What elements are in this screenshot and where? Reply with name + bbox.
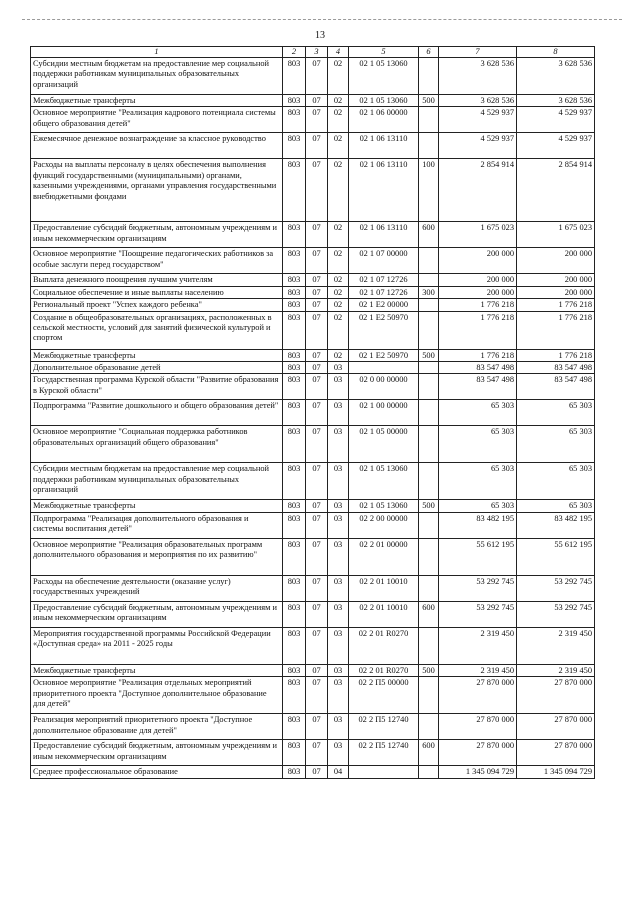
cell-expense-type: [419, 274, 439, 286]
cell-name: Субсидии местным бюджетам на предоставление мер социальной поддержки работникам муниципальных образовательных организаций: [31, 463, 283, 500]
cell-target-article: 02 2 01 10010: [349, 601, 419, 627]
cell-expense-type: 600: [419, 222, 439, 248]
cell-amount-2: 83 482 195: [517, 512, 595, 538]
table-row: [31, 374, 595, 400]
cell-grbs: 803: [283, 299, 306, 311]
cell-name: Основное мероприятие "Социальная поддержка работников образовательных организаций общего образования": [31, 426, 283, 463]
cell-grbs: 803: [283, 740, 306, 766]
cell-section: 07: [306, 627, 328, 664]
cell-target-article: 02 1 06 13110: [349, 222, 419, 248]
cell-grbs: 803: [283, 286, 306, 298]
cell-subsection: 02: [328, 299, 349, 311]
cell-subsection: 02: [328, 159, 349, 222]
cell-grbs: 803: [283, 349, 306, 361]
table-row: [31, 601, 595, 627]
cell-amount-2: 2 854 914: [517, 159, 595, 222]
cell-section: 07: [306, 740, 328, 766]
cell-subsection: 02: [328, 107, 349, 133]
cell-amount-2: 27 870 000: [517, 677, 595, 714]
cell-section: 07: [306, 107, 328, 133]
cell-grbs: 803: [283, 463, 306, 500]
cell-section: 07: [306, 248, 328, 274]
cell-section: 07: [306, 766, 328, 778]
cell-target-article: 02 1 E2 50970: [349, 349, 419, 361]
cell-amount-1: 2 319 450: [439, 627, 517, 664]
cell-amount-1: 4 529 937: [439, 107, 517, 133]
cell-amount-1: 83 547 498: [439, 374, 517, 400]
cell-amount-2: 1 345 094 729: [517, 766, 595, 778]
cell-target-article: 02 1 05 13060: [349, 500, 419, 512]
cell-section: 07: [306, 400, 328, 426]
cell-amount-2: 2 319 450: [517, 664, 595, 676]
cell-amount-1: 65 303: [439, 426, 517, 463]
table-row: [31, 286, 595, 298]
table-row: [31, 133, 595, 159]
cell-target-article: 02 1 E2 00000: [349, 299, 419, 311]
cell-amount-2: 200 000: [517, 248, 595, 274]
cell-subsection: 03: [328, 400, 349, 426]
cell-amount-2: 200 000: [517, 286, 595, 298]
cell-subsection: 02: [328, 133, 349, 159]
table-row: [31, 159, 595, 222]
cell-amount-2: 27 870 000: [517, 740, 595, 766]
header-col-8: 8: [517, 47, 595, 58]
cell-expense-type: 500: [419, 95, 439, 107]
cell-section: 07: [306, 512, 328, 538]
cell-section: 07: [306, 575, 328, 601]
cell-grbs: 803: [283, 538, 306, 575]
top-rule: [22, 19, 622, 20]
cell-grbs: 803: [283, 714, 306, 740]
cell-subsection: 03: [328, 677, 349, 714]
cell-name: Межбюджетные трансферты: [31, 500, 283, 512]
cell-expense-type: 600: [419, 601, 439, 627]
cell-amount-1: 83 547 498: [439, 362, 517, 374]
table-row: [31, 664, 595, 676]
cell-grbs: 803: [283, 133, 306, 159]
cell-amount-2: 1 776 218: [517, 349, 595, 361]
cell-expense-type: 500: [419, 664, 439, 676]
table-row: [31, 58, 595, 95]
cell-amount-2: 65 303: [517, 500, 595, 512]
cell-section: 07: [306, 463, 328, 500]
cell-expense-type: [419, 575, 439, 601]
cell-target-article: 02 2 00 00000: [349, 512, 419, 538]
table-header-row: [31, 47, 595, 58]
cell-target-article: 02 1 05 13060: [349, 463, 419, 500]
cell-grbs: 803: [283, 222, 306, 248]
cell-amount-1: 55 612 195: [439, 538, 517, 575]
cell-amount-1: 3 628 536: [439, 58, 517, 95]
cell-subsection: 02: [328, 311, 349, 349]
cell-grbs: 803: [283, 95, 306, 107]
cell-grbs: 803: [283, 512, 306, 538]
cell-amount-1: 2 854 914: [439, 159, 517, 222]
cell-section: 07: [306, 362, 328, 374]
cell-target-article: 02 1 05 13060: [349, 58, 419, 95]
cell-amount-2: 4 529 937: [517, 107, 595, 133]
cell-target-article: [349, 362, 419, 374]
table-row: [31, 248, 595, 274]
cell-amount-1: 4 529 937: [439, 133, 517, 159]
table-row: [31, 222, 595, 248]
cell-subsection: 03: [328, 664, 349, 676]
cell-name: Основное мероприятие "Реализация образовательных программ дополнительного образования и мероприятия по их развитию": [31, 538, 283, 575]
cell-grbs: 803: [283, 766, 306, 778]
cell-subsection: 03: [328, 714, 349, 740]
cell-name: Мероприятия государственной программы Российской Федерации «Доступная среда» на 2011 - 2025 годы: [31, 627, 283, 664]
cell-target-article: 02 1 06 00000: [349, 107, 419, 133]
cell-section: 07: [306, 133, 328, 159]
cell-amount-1: 1 345 094 729: [439, 766, 517, 778]
cell-subsection: 02: [328, 286, 349, 298]
cell-name: Межбюджетные трансферты: [31, 664, 283, 676]
cell-subsection: 03: [328, 627, 349, 664]
cell-target-article: 02 1 05 00000: [349, 426, 419, 463]
cell-grbs: 803: [283, 248, 306, 274]
cell-grbs: 803: [283, 500, 306, 512]
cell-expense-type: [419, 374, 439, 400]
header-col-4: 4: [328, 47, 349, 58]
cell-target-article: 02 2 П5 12740: [349, 714, 419, 740]
cell-amount-2: 2 319 450: [517, 627, 595, 664]
table-body: [31, 58, 595, 779]
cell-amount-1: 1 776 218: [439, 311, 517, 349]
cell-amount-2: 55 612 195: [517, 538, 595, 575]
cell-subsection: 02: [328, 222, 349, 248]
cell-amount-2: 65 303: [517, 463, 595, 500]
budget-table: [30, 46, 595, 779]
cell-amount-1: 27 870 000: [439, 740, 517, 766]
cell-amount-1: 200 000: [439, 286, 517, 298]
cell-name: Основное мероприятие "Реализация кадрового потенциала системы общего образования детей": [31, 107, 283, 133]
cell-amount-1: 200 000: [439, 274, 517, 286]
cell-expense-type: [419, 627, 439, 664]
cell-expense-type: [419, 463, 439, 500]
cell-section: 07: [306, 664, 328, 676]
cell-expense-type: [419, 107, 439, 133]
cell-section: 07: [306, 286, 328, 298]
table-row: [31, 575, 595, 601]
cell-target-article: 02 1 07 00000: [349, 248, 419, 274]
cell-section: 07: [306, 159, 328, 222]
cell-amount-2: 1 776 218: [517, 299, 595, 311]
header-col-5: 5: [349, 47, 419, 58]
table-row: [31, 714, 595, 740]
cell-name: Подпрограмма "Реализация дополнительного образования и системы воспитания детей": [31, 512, 283, 538]
cell-expense-type: 500: [419, 349, 439, 361]
cell-amount-2: 200 000: [517, 274, 595, 286]
cell-amount-1: 1 776 218: [439, 299, 517, 311]
cell-section: 07: [306, 538, 328, 575]
cell-amount-2: 1 675 023: [517, 222, 595, 248]
table-row: [31, 512, 595, 538]
cell-grbs: 803: [283, 601, 306, 627]
table-row: [31, 400, 595, 426]
cell-target-article: 02 2 П5 00000: [349, 677, 419, 714]
cell-amount-1: 2 319 450: [439, 664, 517, 676]
cell-amount-1: 65 303: [439, 400, 517, 426]
cell-amount-2: 3 628 536: [517, 58, 595, 95]
cell-target-article: 02 2 01 00000: [349, 538, 419, 575]
cell-section: 07: [306, 426, 328, 463]
cell-name: Основное мероприятие "Поощрение педагогических работников за особые заслуги перед государством": [31, 248, 283, 274]
table-row: [31, 463, 595, 500]
cell-section: 07: [306, 601, 328, 627]
cell-grbs: 803: [283, 274, 306, 286]
cell-target-article: 02 2 01 10010: [349, 575, 419, 601]
cell-expense-type: 500: [419, 500, 439, 512]
cell-amount-1: 1 675 023: [439, 222, 517, 248]
cell-target-article: 02 2 01 R0270: [349, 664, 419, 676]
table-row: [31, 274, 595, 286]
cell-target-article: 02 1 06 13110: [349, 133, 419, 159]
table-row: [31, 677, 595, 714]
table-row: [31, 349, 595, 361]
table-row: [31, 426, 595, 463]
cell-target-article: 02 2 01 R0270: [349, 627, 419, 664]
cell-amount-1: 65 303: [439, 500, 517, 512]
cell-subsection: 03: [328, 463, 349, 500]
cell-grbs: 803: [283, 627, 306, 664]
cell-name: Предоставление субсидий бюджетным, автономным учреждениям и иным некоммерческим организациям: [31, 740, 283, 766]
cell-amount-1: 53 292 745: [439, 575, 517, 601]
cell-section: 07: [306, 500, 328, 512]
cell-section: 07: [306, 274, 328, 286]
cell-subsection: 03: [328, 575, 349, 601]
cell-amount-1: 53 292 745: [439, 601, 517, 627]
cell-name: Основное мероприятие "Реализация отдельных мероприятий приоритетного проекта "Доступное дополнительное образование для детей": [31, 677, 283, 714]
cell-subsection: 03: [328, 374, 349, 400]
cell-amount-1: 1 776 218: [439, 349, 517, 361]
cell-name: Государственная программа Курской области "Развитие образования в Курской области": [31, 374, 283, 400]
header-col-3: 3: [306, 47, 328, 58]
cell-section: 07: [306, 222, 328, 248]
cell-expense-type: [419, 362, 439, 374]
cell-amount-2: 65 303: [517, 426, 595, 463]
cell-target-article: [349, 766, 419, 778]
cell-name: Расходы на обеспечение деятельности (оказание услуг) государственных учреждений: [31, 575, 283, 601]
cell-section: 07: [306, 714, 328, 740]
cell-subsection: 02: [328, 248, 349, 274]
cell-subsection: 03: [328, 601, 349, 627]
cell-section: 07: [306, 299, 328, 311]
cell-target-article: 02 1 E2 50970: [349, 311, 419, 349]
cell-subsection: 02: [328, 58, 349, 95]
cell-target-article: 02 0 00 00000: [349, 374, 419, 400]
cell-expense-type: [419, 58, 439, 95]
cell-grbs: 803: [283, 400, 306, 426]
cell-amount-1: 3 628 536: [439, 95, 517, 107]
cell-expense-type: 600: [419, 740, 439, 766]
cell-grbs: 803: [283, 575, 306, 601]
cell-amount-2: 1 776 218: [517, 311, 595, 349]
header-col-2: 2: [283, 47, 306, 58]
cell-grbs: 803: [283, 664, 306, 676]
cell-target-article: 02 1 00 00000: [349, 400, 419, 426]
table-row: [31, 95, 595, 107]
cell-name: Дополнительное образование детей: [31, 362, 283, 374]
cell-name: Предоставление субсидий бюджетным, автономным учреждениям и иным некоммерческим организациям: [31, 222, 283, 248]
table-row: [31, 362, 595, 374]
cell-section: 07: [306, 677, 328, 714]
cell-amount-2: 53 292 745: [517, 601, 595, 627]
cell-section: 07: [306, 349, 328, 361]
cell-amount-2: 83 547 498: [517, 374, 595, 400]
cell-amount-2: 4 529 937: [517, 133, 595, 159]
cell-subsection: 03: [328, 500, 349, 512]
cell-name: Создание в общеобразовательных организациях, расположенных в сельской местности, условий для занятий физической культурой и спортом: [31, 311, 283, 349]
table-row: [31, 107, 595, 133]
cell-expense-type: [419, 426, 439, 463]
header-col-6: 6: [419, 47, 439, 58]
cell-target-article: 02 2 П5 12740: [349, 740, 419, 766]
cell-expense-type: [419, 677, 439, 714]
cell-subsection: 03: [328, 362, 349, 374]
table-row: [31, 500, 595, 512]
cell-amount-1: 83 482 195: [439, 512, 517, 538]
table-row: [31, 538, 595, 575]
cell-grbs: 803: [283, 677, 306, 714]
cell-name: Межбюджетные трансферты: [31, 349, 283, 361]
cell-grbs: 803: [283, 107, 306, 133]
header-col-7: 7: [439, 47, 517, 58]
cell-expense-type: [419, 714, 439, 740]
cell-expense-type: [419, 766, 439, 778]
cell-grbs: 803: [283, 311, 306, 349]
table-row: [31, 299, 595, 311]
table-row: [31, 766, 595, 778]
cell-subsection: 02: [328, 274, 349, 286]
cell-target-article: 02 1 05 13060: [349, 95, 419, 107]
cell-name: Расходы на выплаты персоналу в целях обеспечения выполнения функций государственными (муниципальными) органами, казенными учреждениями, органами управления государственными внебюджетными фондами: [31, 159, 283, 222]
cell-expense-type: 300: [419, 286, 439, 298]
cell-name: Предоставление субсидий бюджетным, автономным учреждениям и иным некоммерческим организациям: [31, 601, 283, 627]
page-number: 13: [315, 30, 325, 41]
cell-target-article: 02 1 06 13110: [349, 159, 419, 222]
cell-expense-type: [419, 400, 439, 426]
cell-subsection: 03: [328, 740, 349, 766]
cell-section: 07: [306, 95, 328, 107]
header-col-1: 1: [31, 47, 283, 58]
cell-expense-type: [419, 512, 439, 538]
cell-name: Социальное обеспечение и иные выплаты населению: [31, 286, 283, 298]
cell-name: Ежемесячное денежное вознаграждение за классное руководство: [31, 133, 283, 159]
cell-name: Межбюджетные трансферты: [31, 95, 283, 107]
cell-subsection: 02: [328, 349, 349, 361]
cell-expense-type: [419, 311, 439, 349]
cell-grbs: 803: [283, 362, 306, 374]
cell-subsection: 03: [328, 512, 349, 538]
cell-amount-2: 83 547 498: [517, 362, 595, 374]
cell-grbs: 803: [283, 426, 306, 463]
cell-name: Среднее профессиональное образование: [31, 766, 283, 778]
cell-name: Подпрограмма "Развитие дошкольного и общего образования детей": [31, 400, 283, 426]
cell-amount-2: 3 628 536: [517, 95, 595, 107]
cell-name: Региональный проект "Успех каждого ребенка": [31, 299, 283, 311]
cell-amount-1: 65 303: [439, 463, 517, 500]
cell-subsection: 04: [328, 766, 349, 778]
table-row: [31, 311, 595, 349]
cell-section: 07: [306, 374, 328, 400]
cell-subsection: 02: [328, 95, 349, 107]
cell-amount-2: 53 292 745: [517, 575, 595, 601]
cell-subsection: 03: [328, 426, 349, 463]
cell-name: Выплата денежного поощрения лучшим учителям: [31, 274, 283, 286]
cell-expense-type: [419, 538, 439, 575]
cell-section: 07: [306, 311, 328, 349]
cell-grbs: 803: [283, 374, 306, 400]
cell-name: Реализация мероприятий приоритетного проекта "Доступное дополнительное образование для детей": [31, 714, 283, 740]
cell-amount-2: 65 303: [517, 400, 595, 426]
cell-target-article: 02 1 07 12726: [349, 274, 419, 286]
cell-grbs: 803: [283, 58, 306, 95]
cell-expense-type: [419, 299, 439, 311]
cell-name: Субсидии местным бюджетам на предоставление мер социальной поддержки работникам муниципальных образовательных организаций: [31, 58, 283, 95]
cell-section: 07: [306, 58, 328, 95]
cell-expense-type: 100: [419, 159, 439, 222]
cell-target-article: 02 1 07 12726: [349, 286, 419, 298]
table-row: [31, 740, 595, 766]
cell-amount-1: 27 870 000: [439, 677, 517, 714]
cell-amount-1: 27 870 000: [439, 714, 517, 740]
cell-amount-1: 200 000: [439, 248, 517, 274]
table-row: [31, 627, 595, 664]
cell-subsection: 03: [328, 538, 349, 575]
cell-amount-2: 27 870 000: [517, 714, 595, 740]
cell-expense-type: [419, 248, 439, 274]
cell-grbs: 803: [283, 159, 306, 222]
cell-expense-type: [419, 133, 439, 159]
